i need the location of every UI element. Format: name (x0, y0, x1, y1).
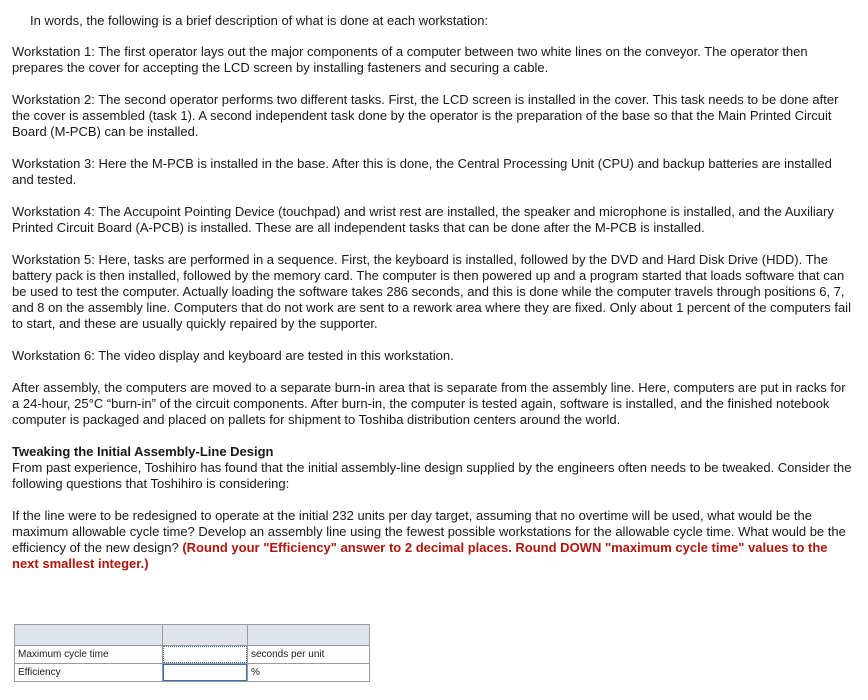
workstation-4-description: Workstation 4: The Accupoint Pointing Device (touchpad) and wrist rest are installed, the speaker and microphone is installed, and the Auxiliary Printed Circuit Board (A-PCB) is installed. These are all independent tasks that can be done after the M-PCB is installed. (12, 204, 834, 235)
answer-table (14, 624, 370, 682)
workstation-3-description: Workstation 3: Here the M-PCB is installed in the base. After this is done, the Central Processing Unit (CPU) and backup batteries are installed and tested. (12, 156, 832, 187)
burn-in-description: After assembly, the computers are moved to a separate burn-in area that is separate from the assembly line. Here, computers are put in racks for a 24-hour, 25°C “burn-in” of the circuit components. After burn-in, the computer is tested again, software is installed, and the finished notebook computer is packaged and placed on pallets for shipment to Toshiba distribution centers around the world. (12, 380, 846, 427)
workstation-5-description: Workstation 5: Here, tasks are performed in a sequence. First, the keyboard is installed, followed by the DVD and Hard Disk Drive (HDD). The battery pack is then installed, followed by the memory card. The computer is then powered up and a program started that loads software that can be used to test the computer. Actually loading the software takes 286 seconds, and this is done while the computer travels through positions 6, 7, and 8 on the assembly line. Computers that do not work are sent to a rework area where they are fixed. Only about 1 percent of the computers fail to start, and these are usually quickly repaired by the supporter. (12, 252, 851, 331)
question-instruction: (Round your "Efficiency" answer to 2 decimal places. Round DOWN "maximum cycle time" values to the next smallest integer.) (12, 540, 828, 571)
table-row (15, 664, 370, 682)
workstation-2-description: Workstation 2: The second operator performs two different tasks. First, the LCD screen is installed in the cover. This task needs to be done after the cover is assembled (task 1). A second independent task done by the operator is the preparation of the base so that the Main Printed Circuit Board (M-PCB) can be installed. (12, 92, 839, 139)
section-text: From past experience, Toshihiro has found that the initial assembly-line design supplied by the engineers often needs to be tweaked. Consider the following questions that Toshihiro is considering: (12, 460, 852, 491)
workstation-6-description: Workstation 6: The video display and keyboard are tested in this workstation. (12, 348, 454, 363)
efficiency-label: Efficiency (15, 664, 163, 682)
question-body: If the line were to be redesigned to operate at the initial 232 units per day target, assuming that no overtime will be used, what would be the maximum allowable cycle time? Develop an assembly line using the fewest possible workstations for the allowable cycle time. What would be the efficiency of the new design? (12, 508, 846, 555)
max-cycle-time-label: Maximum cycle time (15, 646, 163, 664)
max-cycle-time-input[interactable] (163, 646, 247, 663)
answer-table-header (15, 625, 370, 646)
question-text (12, 508, 856, 572)
table-row (15, 646, 370, 664)
section-heading: Tweaking the Initial Assembly-Line Design (12, 444, 274, 459)
max-cycle-time-unit: seconds per unit (248, 646, 370, 664)
workstation-1-description: Workstation 1: The first operator lays out the major components of a computer between two white lines on the conveyor. The operator then prepares the cover for accepting the LCD screen by installing fasteners and securing a cable. (12, 44, 808, 75)
efficiency-unit: % (248, 664, 370, 682)
efficiency-input[interactable] (163, 664, 247, 681)
intro-text: In words, the following is a brief description of what is done at each workstation: (30, 13, 489, 28)
